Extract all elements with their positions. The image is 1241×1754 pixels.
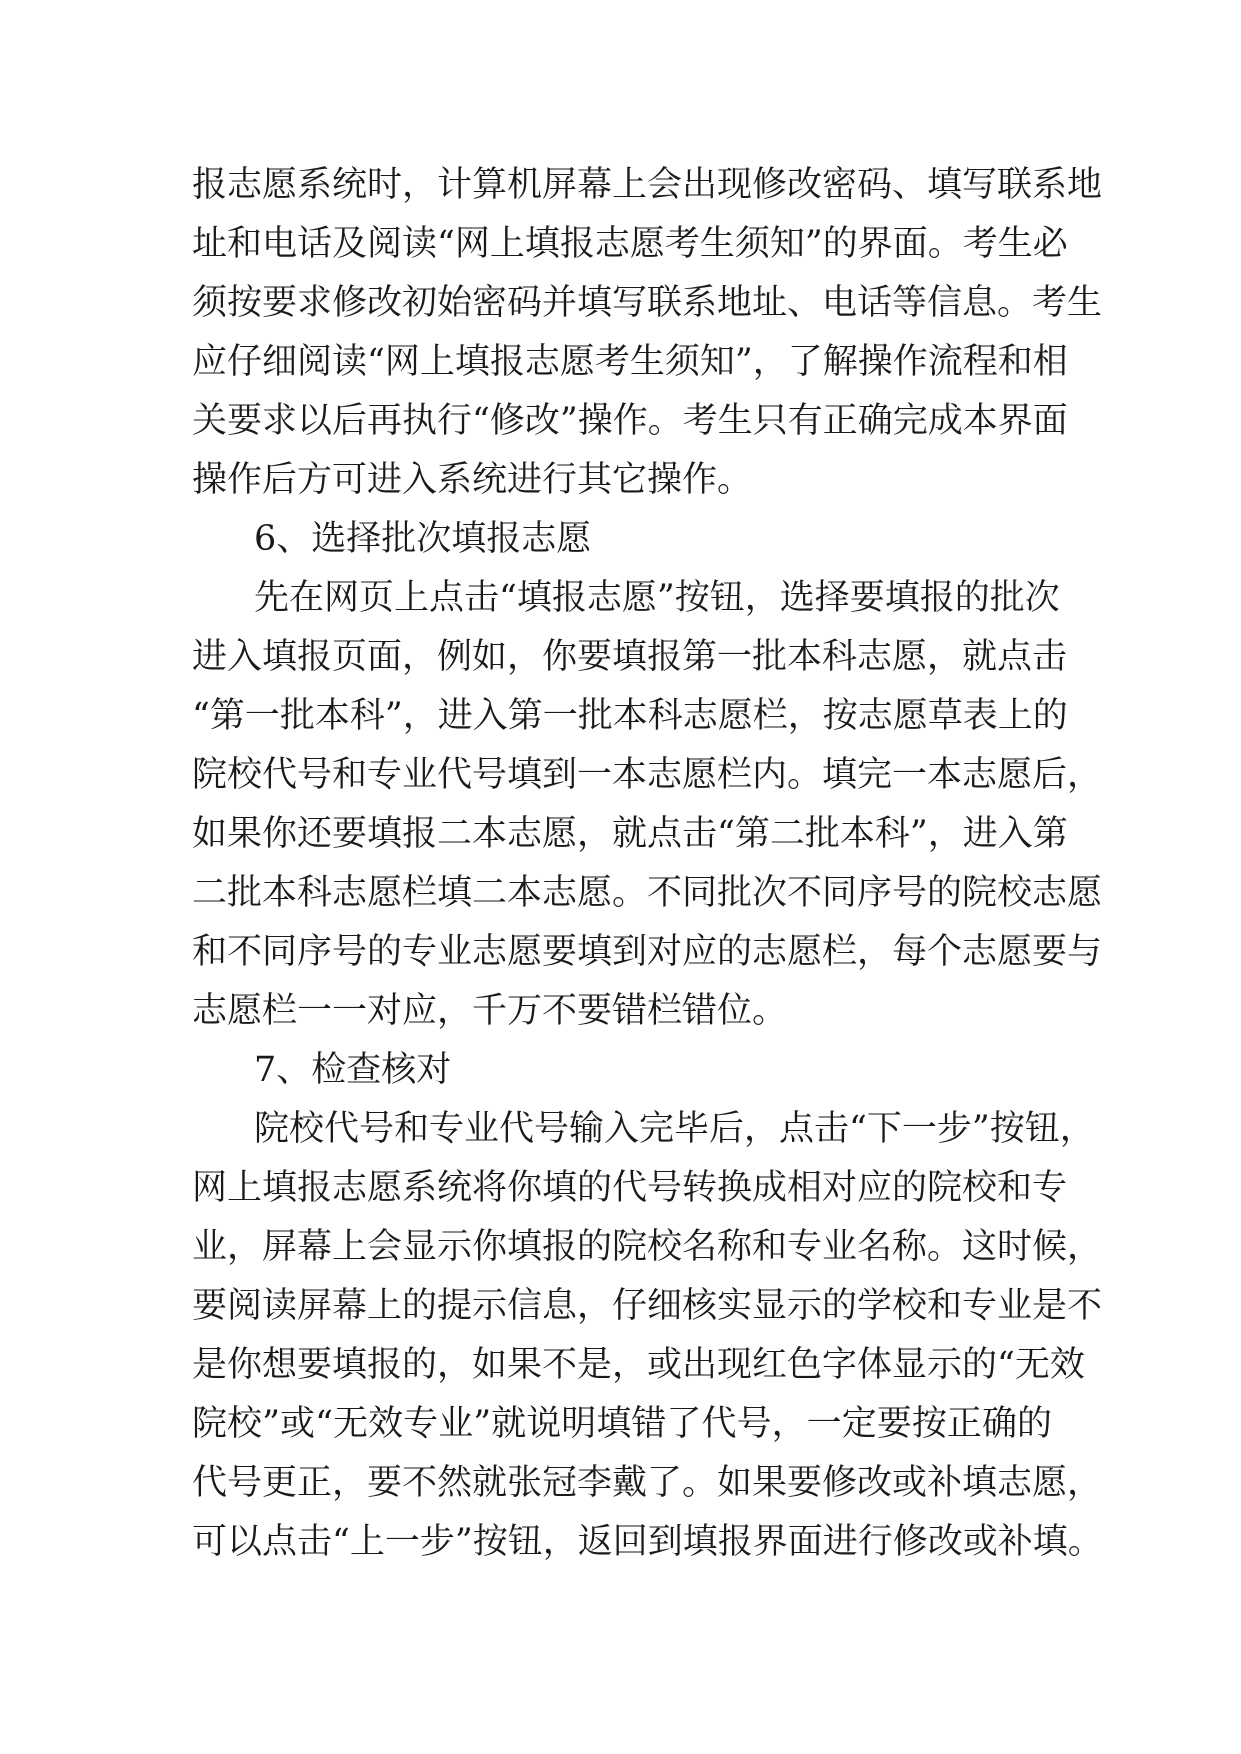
section-heading-6: 6、选择批次填报志愿 — [254, 519, 592, 559]
paragraph-2-line-5: 如果你还要填报二本志愿，就点击“第二批本科”，进入第 — [192, 814, 1068, 854]
paragraph-2-line-8: 志愿栏一一对应，千万不要错栏错位。 — [192, 991, 788, 1031]
paragraph-3-line-8: 可以点击“上一步”按钮，返回到填报界面进行修改或补填。 — [192, 1522, 1103, 1562]
paragraph-2-line-1: 先在网页上点击“填报志愿”按钮，选择要填报的批次 — [254, 578, 1060, 618]
paragraph-1-line-6: 操作后方可进入系统进行其它操作。 — [192, 460, 753, 500]
paragraph-2-line-7: 和不同序号的专业志愿要填到对应的志愿栏，每个志愿要与 — [192, 932, 1103, 972]
paragraph-2-line-4: 院校代号和专业代号填到一本志愿栏内。填完一本志愿后， — [192, 755, 1103, 795]
paragraph-3-line-1: 院校代号和专业代号输入完毕后，点击“下一步”按钮， — [254, 1109, 1095, 1149]
paragraph-3-line-4: 要阅读屏幕上的提示信息，仔细核实显示的学校和专业是不 — [192, 1286, 1103, 1326]
paragraph-3-line-5: 是你想要填报的，如果不是，或出现红色字体显示的“无效 — [192, 1345, 1085, 1385]
paragraph-3-line-3: 业，屏幕上会显示你填报的院校名称和专业名称。这时候， — [192, 1227, 1103, 1267]
paragraph-3-line-2: 网上填报志愿系统将你填的代号转换成相对应的院校和专 — [192, 1168, 1068, 1208]
paragraph-1-line-3: 须按要求修改初始密码并填写联系地址、电话等信息。考生 — [192, 283, 1103, 323]
section-heading-7: 7、检查核对 — [254, 1050, 452, 1090]
paragraph-3-line-6: 院校”或“无效专业”就说明填错了代号，一定要按正确的 — [192, 1404, 1052, 1444]
paragraph-1-line-5: 关要求以后再执行“修改”操作。考生只有正确完成本界面 — [192, 401, 1068, 441]
paragraph-2-line-2: 进入填报页面，例如，你要填报第一批本科志愿，就点击 — [192, 637, 1068, 677]
paragraph-2-line-6: 二批本科志愿栏填二本志愿。不同批次不同序号的院校志愿 — [192, 873, 1103, 913]
paragraph-3-line-7: 代号更正，要不然就张冠李戴了。如果要修改或补填志愿， — [192, 1463, 1103, 1503]
paragraph-1-line-2: 址和电话及阅读“网上填报志愿考生须知”的界面。考生必 — [192, 224, 1068, 264]
paragraph-2-line-3: “第一批本科”，进入第一批本科志愿栏，按志愿草表上的 — [192, 696, 1068, 736]
paragraph-1-line-4: 应仔细阅读“网上填报志愿考生须知”，了解操作流程和相 — [192, 342, 1068, 382]
paragraph-1-line-1: 报志愿系统时，计算机屏幕上会出现修改密码、填写联系地 — [192, 165, 1103, 205]
